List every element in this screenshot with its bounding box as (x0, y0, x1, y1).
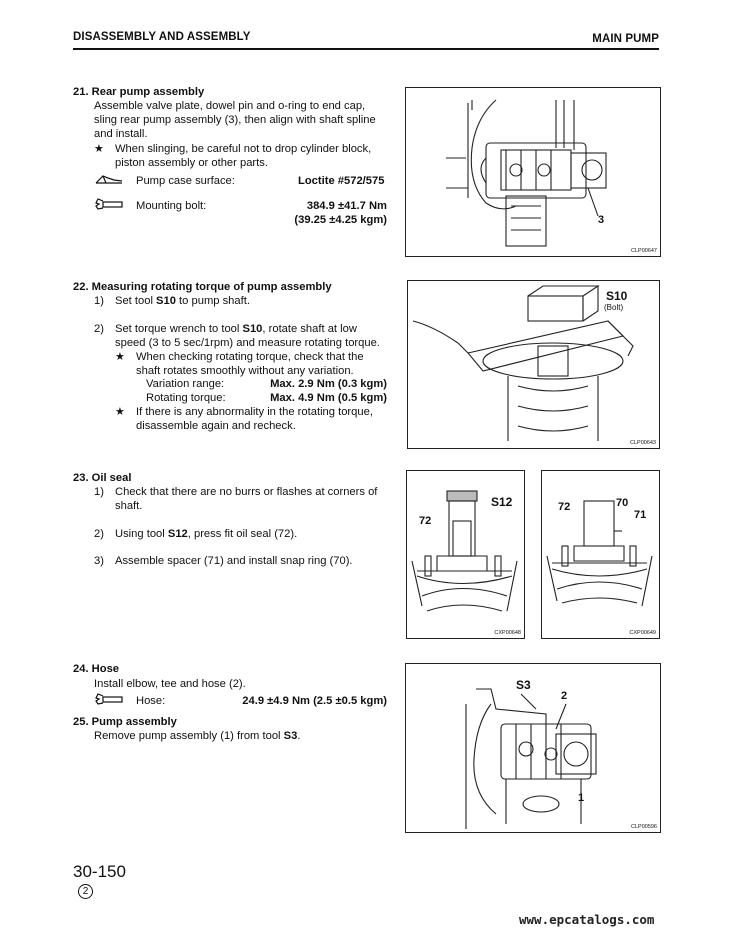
component-title: MAIN PUMP (592, 33, 659, 45)
step-22-note-1-a: When checking rotating torque, check that the (136, 351, 364, 363)
figure-pump-hose-assembly (405, 663, 661, 833)
step-22-2-line-1: Set torque wrench to tool S10, rotate shaft at low (115, 323, 357, 335)
step-24-req-label: Hose: (136, 695, 166, 707)
step-24-title: 24. Hose (73, 663, 120, 675)
pump-hose-illustration (406, 664, 660, 832)
callout-s10-bolt: (Bolt) (604, 303, 624, 312)
star-icon: ★ (115, 406, 126, 418)
revision-badge: 2 (78, 884, 93, 899)
step-23-1-line-2: shaft. (115, 500, 143, 512)
step-25-line-1: Remove pump assembly (1) from tool S3. (94, 730, 301, 742)
callout-2: 2 (561, 690, 568, 702)
step-21-line-1: Assemble valve plate, dowel pin and o-ring to end cap, (94, 100, 366, 112)
step-21-note-1: When slinging, be careful not to drop cylinder block, (115, 143, 372, 155)
step-23-title: 23. Oil seal (73, 472, 132, 484)
step-22-1-num: 1) (94, 295, 104, 307)
step-23-2-num: 2) (94, 528, 104, 540)
step-23-1-line-1: Check that there are no burrs or flashes at corners of (115, 486, 378, 498)
callout-71: 71 (634, 509, 647, 521)
step-22-note-2-a: If there is any abnormality in the rotating torque, (136, 406, 373, 418)
callout-70: 70 (616, 497, 629, 509)
rotating-torque-value: Max. 4.9 Nm (0.5 kgm) (270, 392, 387, 404)
callout-s3: S3 (516, 678, 531, 692)
step-22-2-num: 2) (94, 323, 104, 335)
figure-rotating-torque (407, 280, 660, 449)
step-21-req-2-label: Mounting bolt: (136, 200, 207, 212)
callout-s12: S12 (491, 495, 513, 509)
figure-code: CLP00643 (630, 440, 656, 446)
callout-1: 1 (578, 792, 585, 804)
page-header (73, 31, 659, 45)
step-21-note-2: piston assembly or other parts. (115, 157, 268, 169)
step-21-req-1-value: Loctite #572/575 (298, 175, 385, 187)
rotating-torque-label: Rotating torque: (146, 392, 226, 404)
step-23-3-num: 3) (94, 555, 104, 567)
step-24-req-value: 24.9 ±4.9 Nm (2.5 ±0.5 kgm) (242, 695, 387, 707)
star-icon: ★ (94, 143, 105, 155)
section-title: DISASSEMBLY AND ASSEMBLY (73, 31, 251, 43)
star-icon: ★ (115, 351, 126, 363)
watermark-link[interactable]: www.epcatalogs.com (519, 912, 655, 927)
step-22-1-text: Set tool S10 to pump shaft. (115, 295, 250, 307)
figure-rear-pump-assembly (405, 87, 661, 257)
callout-s10: S10 (606, 289, 628, 303)
figure-code: CXP00648 (494, 630, 521, 636)
variation-range-label: Variation range: (146, 378, 225, 390)
step-22-title: 22. Measuring rotating torque of pump assembly (73, 281, 332, 293)
step-23-2-text: Using tool S12, press fit oil seal (72). (115, 528, 298, 540)
wrench-icon (94, 692, 124, 706)
step-25-title: 25. Pump assembly (73, 716, 177, 728)
pump-illustration (406, 88, 660, 256)
figure-oil-seal-press (406, 470, 525, 639)
step-22-note-1-b: shaft rotates smoothly without any variation. (136, 365, 354, 377)
figure-code: CLP00596 (631, 824, 657, 830)
step-21-req-2-value-nm: 384.9 ±41.7 Nm (306, 200, 387, 212)
variation-range-value: Max. 2.9 Nm (0.3 kgm) (270, 378, 387, 390)
callout-72: 72 (419, 515, 432, 527)
callout-72: 72 (558, 501, 571, 513)
step-23-1-num: 1) (94, 486, 104, 498)
step-24-line-1: Install elbow, tee and hose (2). (94, 678, 246, 690)
step-21-line-2: sling rear pump assembly (3), then align with shaft spline (94, 114, 376, 126)
callout-3: 3 (598, 214, 605, 226)
spacer-snap-ring-illustration (542, 471, 659, 638)
figure-spacer-snap-ring (541, 470, 660, 639)
step-22-note-2-b: disassemble again and recheck. (136, 420, 296, 432)
step-21-req-1-label: Pump case surface: (136, 175, 235, 187)
step-21-title: 21. Rear pump assembly (73, 86, 205, 98)
step-21-req-2-value-kgm: (39.25 ±4.25 kgm) (294, 214, 387, 226)
wrench-icon (94, 197, 124, 211)
sealant-icon (94, 172, 124, 186)
step-21-line-3: and install. (94, 128, 148, 140)
step-22-2-line-2: speed (3 to 5 sec/1rpm) and measure rotating torque. (115, 337, 380, 349)
figure-code: CXP00649 (629, 630, 656, 636)
page-number: 30-150 (73, 862, 126, 881)
step-23-3-text: Assemble spacer (71) and install snap ring (70). (115, 555, 353, 567)
header-rule (73, 48, 659, 50)
figure-code: CLP00647 (631, 248, 657, 254)
